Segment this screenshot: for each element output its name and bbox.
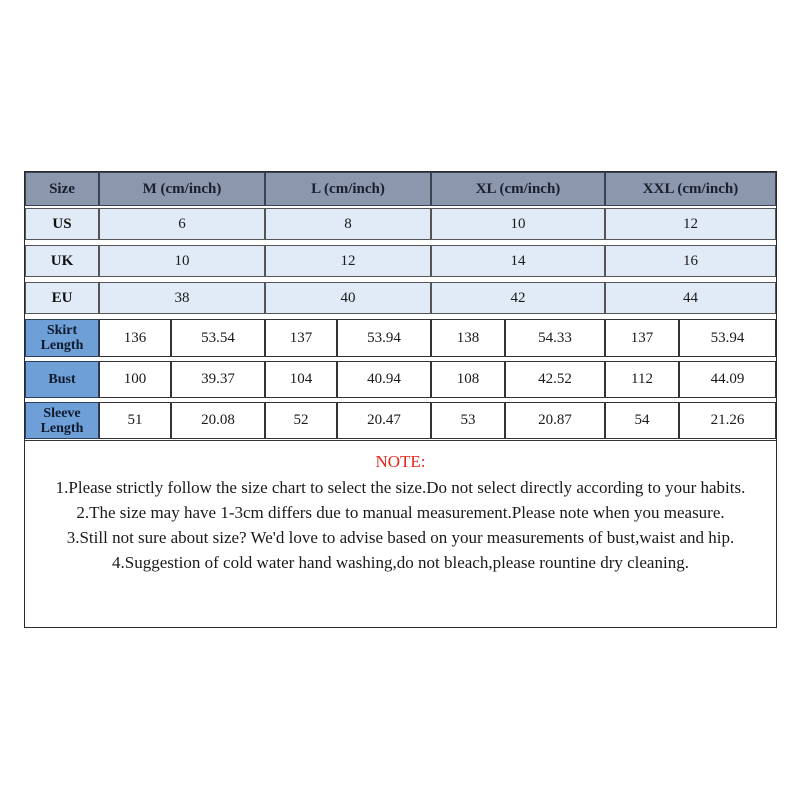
- sleeve-xl-cm: 53: [431, 402, 505, 439]
- bust-xxl-inch: 44.09: [679, 361, 776, 398]
- uk-m: 10: [99, 245, 265, 277]
- bust-l-inch: 40.94: [337, 361, 431, 398]
- row-label-sleeve-length: Sleeve Length: [25, 402, 99, 439]
- col-header-l: L (cm/inch): [265, 172, 431, 206]
- uk-xl: 14: [431, 245, 605, 277]
- skirt-xxl-cm: 137: [605, 319, 679, 357]
- skirt-xl-cm: 138: [431, 319, 505, 357]
- bust-m-inch: 39.37: [171, 361, 265, 398]
- sleeve-l-inch: 20.47: [337, 402, 431, 439]
- row-label-bust: Bust: [25, 361, 99, 398]
- eu-xxl: 44: [605, 282, 776, 314]
- note-title: NOTE:: [375, 452, 426, 471]
- note-line-3: 3.Still not sure about size? We'd love to advise based on your measurements of bust,waist and hip.: [66, 528, 735, 547]
- col-header-m: M (cm/inch): [99, 172, 265, 206]
- us-l: 8: [265, 208, 431, 240]
- size-chart: [24, 171, 777, 628]
- sleeve-m-cm: 51: [99, 402, 171, 439]
- row-label-skirt-length: Skirt Length: [25, 319, 99, 357]
- col-header-xl: XL (cm/inch): [431, 172, 605, 206]
- uk-l: 12: [265, 245, 431, 277]
- bust-xl-cm: 108: [431, 361, 505, 398]
- skirt-xxl-inch: 53.94: [679, 319, 776, 357]
- note-line-4: 4.Suggestion of cold water hand washing,do not bleach,please rountine dry cleaning.: [112, 553, 689, 572]
- note-line-2: 2.The size may have 1-3cm differs due to manual measurement.Please note when you measure.: [76, 503, 725, 522]
- bust-m-cm: 100: [99, 361, 171, 398]
- row-label-us: US: [25, 208, 99, 240]
- bust-xxl-cm: 112: [605, 361, 679, 398]
- size-header: Size: [25, 172, 99, 206]
- row-label-uk: UK: [25, 245, 99, 277]
- uk-xxl: 16: [605, 245, 776, 277]
- skirt-xl-inch: 54.33: [505, 319, 605, 357]
- skirt-l-inch: 53.94: [337, 319, 431, 357]
- eu-xl: 42: [431, 282, 605, 314]
- note-line-1: 1.Please strictly follow the size chart to select the size.Do not select directly according to your habits.: [55, 478, 746, 497]
- sleeve-xxl-inch: 21.26: [679, 402, 776, 439]
- sleeve-m-inch: 20.08: [171, 402, 265, 439]
- sleeve-xxl-cm: 54: [605, 402, 679, 439]
- us-m: 6: [99, 208, 265, 240]
- skirt-l-cm: 137: [265, 319, 337, 357]
- sleeve-xl-inch: 20.87: [505, 402, 605, 439]
- eu-l: 40: [265, 282, 431, 314]
- col-header-xxl: XXL (cm/inch): [605, 172, 776, 206]
- us-xxl: 12: [605, 208, 776, 240]
- eu-m: 38: [99, 282, 265, 314]
- us-xl: 10: [431, 208, 605, 240]
- row-label-eu: EU: [25, 282, 99, 314]
- bust-l-cm: 104: [265, 361, 337, 398]
- notes-section: [25, 440, 776, 627]
- skirt-m-inch: 53.54: [171, 319, 265, 357]
- skirt-m-cm: 136: [99, 319, 171, 357]
- bust-xl-inch: 42.52: [505, 361, 605, 398]
- sleeve-l-cm: 52: [265, 402, 337, 439]
